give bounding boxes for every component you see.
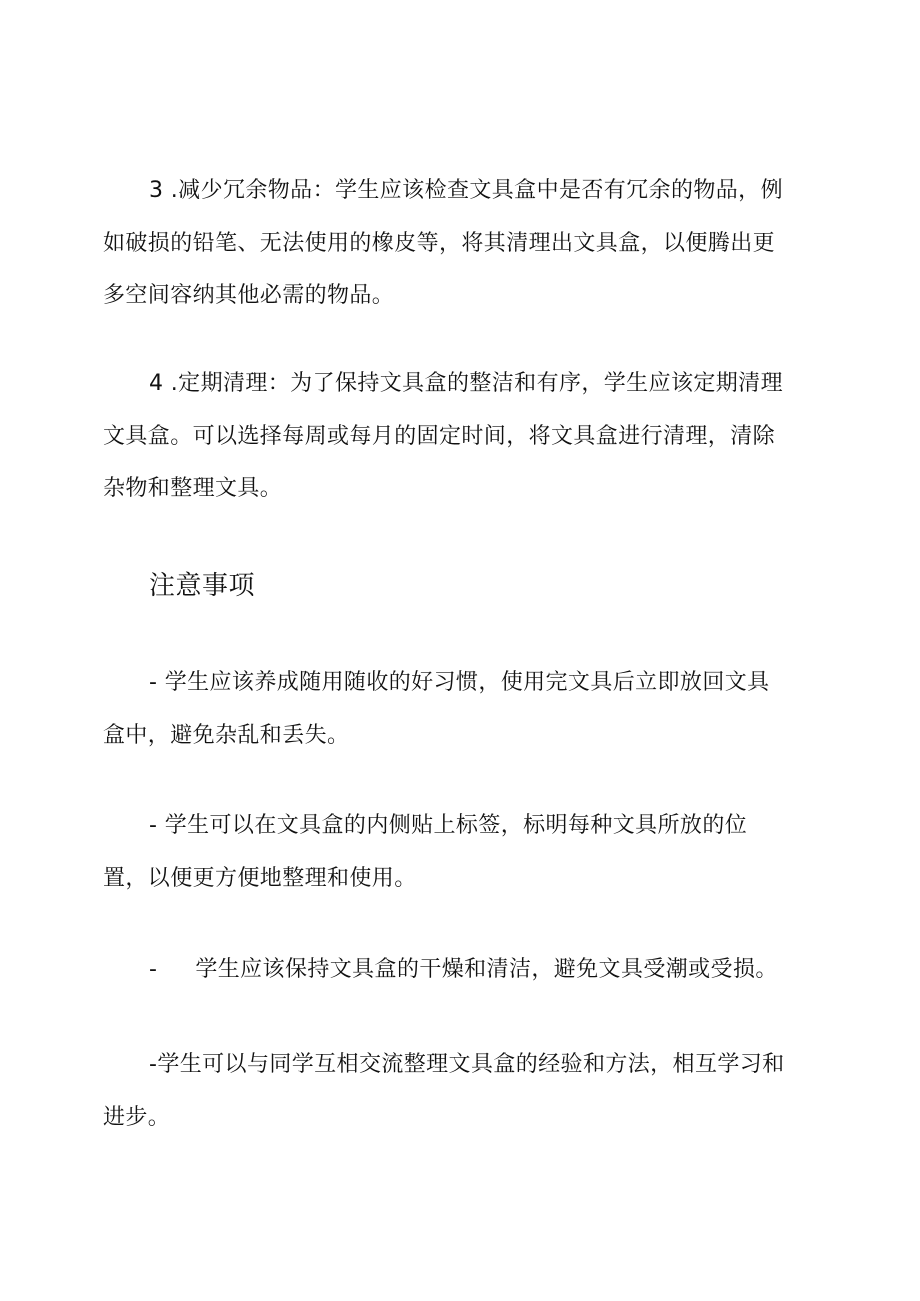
paragraph-line: 多空间容纳其他必需的物品。 <box>103 283 395 308</box>
note-item-habit <box>103 657 815 762</box>
paragraph-line: 4 .定期清理：为了保持文具盒的整洁和有序，学生应该定期清理 <box>149 371 783 396</box>
paragraph-reduce-redundant-items <box>103 165 815 323</box>
paragraph-line: 如破损的铅笔、无法使用的橡皮等，将其清理出文具盒，以便腾出更 <box>103 230 776 256</box>
note-line: 置，以便更方便地整理和使用。 <box>103 865 417 891</box>
note-text: 学生应该保持文具盒的干燥和清洁，避免文具受潮或受损。 <box>195 957 778 982</box>
note-line <box>103 944 815 997</box>
paragraph-line: 杂物和整理文具。 <box>103 476 283 501</box>
note-line: -学生可以与同学互相交流整理文具盒的经验和方法，相互学习和 <box>149 1052 785 1077</box>
note-line: 盒中，避免杂乱和丢失。 <box>103 722 350 748</box>
note-line: - 学生应该养成随用随收的好习惯，使用完文具后立即放回文具 <box>149 670 770 695</box>
note-line: 进步。 <box>103 1104 171 1130</box>
paragraph-line: 3 .减少冗余物品：学生应该检查文具盒中是否有冗余的物品，例 <box>149 178 783 203</box>
note-item-labels <box>103 800 815 905</box>
note-item-dry-clean <box>103 944 815 997</box>
paragraph-regular-cleaning <box>103 358 815 516</box>
note-line: - 学生可以在文具盒的内侧贴上标签，标明每种文具所放的位 <box>149 813 748 838</box>
note-dash: - <box>149 957 158 982</box>
paragraph-line: 文具盒。可以选择每周或每月的固定时间，将文具盒进行清理，清除 <box>103 423 776 449</box>
section-heading-notes: 注意事项 <box>149 571 256 601</box>
note-item-exchange <box>103 1039 815 1144</box>
